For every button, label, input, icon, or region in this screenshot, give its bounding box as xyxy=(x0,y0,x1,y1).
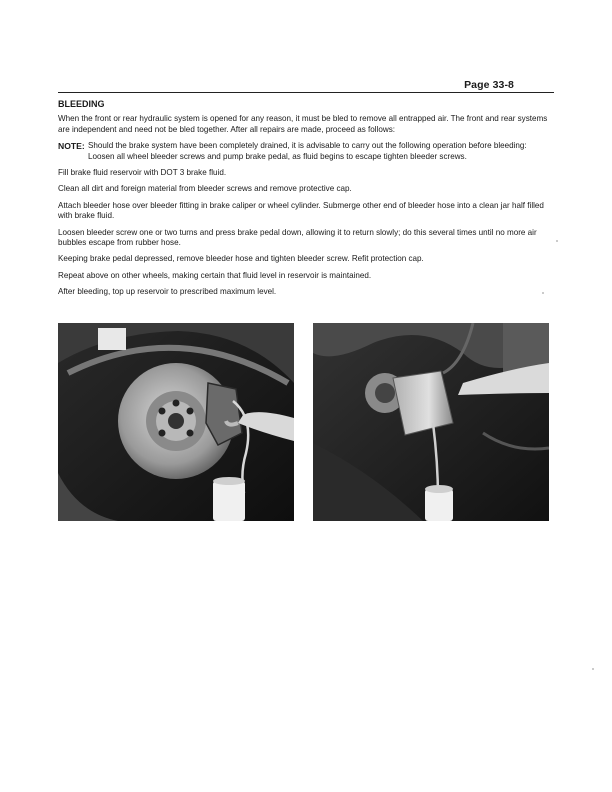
header-rule xyxy=(58,92,554,93)
step-paragraph: Fill brake fluid reservoir with DOT 3 brake fluid. xyxy=(58,168,227,178)
rear-brake-illustration xyxy=(313,323,549,521)
intro-paragraph: When the front or rear hydraulic system is opened for any reason, it must be bled to remove all entrapped air. The front and rear systems are independent and need not be bled together. After all repairs are made, proceed as follows: xyxy=(58,114,548,134)
page-number: Page 33-8 xyxy=(464,79,514,91)
front-brake-illustration xyxy=(58,323,294,521)
section-heading: BLEEDING xyxy=(58,99,105,109)
step-paragraph: Repeat above on other wheels, making certain that fluid level in reservoir is maintained. xyxy=(58,270,372,280)
front-brake-photo xyxy=(58,323,294,521)
note-block xyxy=(58,141,554,162)
note-instruction: Loosen all wheel bleeder screws and pump brake pedal, as fluid begins to escape tighten bleeder screws. xyxy=(88,151,467,161)
paper-speck xyxy=(592,668,594,670)
step-paragraph: After bleeding, top up reservoir to prescribed maximum level. xyxy=(58,287,277,297)
note-label: NOTE: xyxy=(58,141,85,152)
bleeding-section xyxy=(58,99,554,304)
rear-brake-photo xyxy=(313,323,549,521)
step-paragraph: Attach bleeder hose over bleeder fitting in brake caliper or wheel cylinder. Submerge other end of bleeder hose into a clean jar half filled with brake fluid. xyxy=(58,200,544,221)
paper-speck xyxy=(542,292,544,294)
paper-speck xyxy=(556,240,558,242)
step-paragraph: Clean all dirt and foreign material from bleeder screws and remove protective cap. xyxy=(58,184,352,194)
step-paragraph: Keeping brake pedal depressed, remove bleeder hose and tighten bleeder screw. Refit protection cap. xyxy=(58,254,424,264)
note-body xyxy=(88,141,554,162)
step-paragraph: Loosen bleeder screw one or two turns and press brake pedal down, allowing it to return slowly; do this several times until no more air bubbles escape from rubber hose. xyxy=(58,227,537,248)
note-text: Should the brake system have been completely drained, it is advisable to carry out the following operation before bleeding: xyxy=(88,141,527,151)
